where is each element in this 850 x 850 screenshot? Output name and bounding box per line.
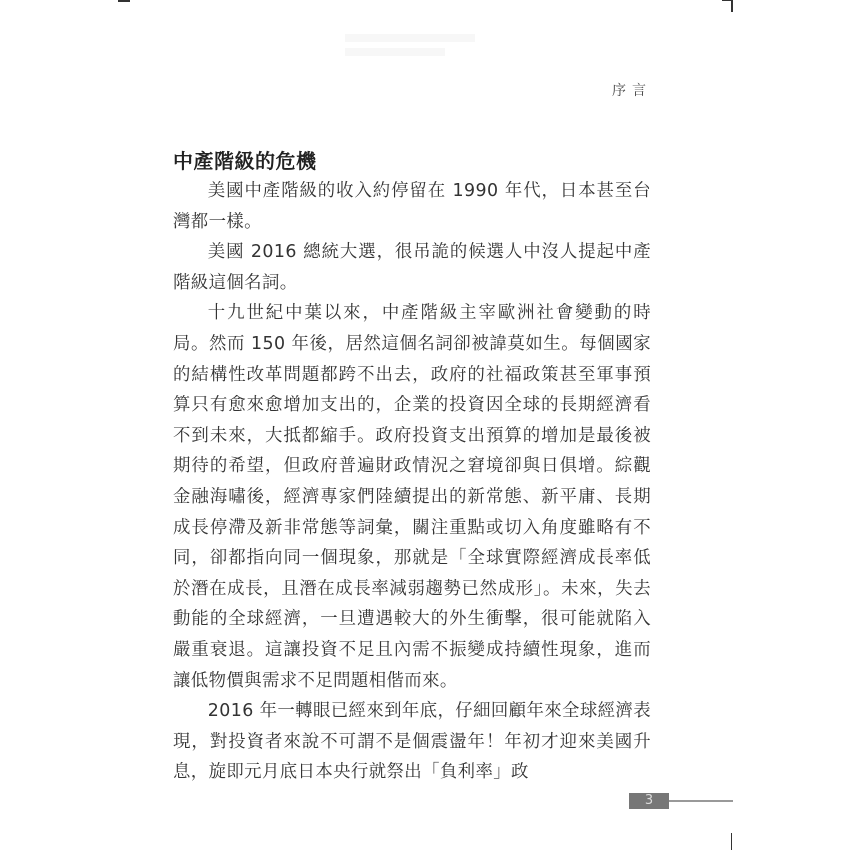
page-number: 3 (629, 793, 669, 809)
running-header: 序言 (612, 83, 652, 99)
crop-mark-top-right (731, 0, 733, 12)
faint-bleed-through (345, 34, 545, 62)
crop-mark-bottom-right (731, 833, 732, 850)
crop-mark-top-left (118, 0, 130, 2)
paragraph: 十九世紀中葉以來，中產階級主宰歐洲社會變動的時局。然而 150 年後，居然這個名詞卻被諱莫如生。每個國家的結構性改革問題都跨不出去，政府的社福政策甚至軍事預算只有愈來愈增加支出的，企業的投資因全球的長期經濟看不到未來，大抵都縮手。政府投資支出預算的增加是最後被期待的希望，但政府普遍財政情況之窘境卻與日俱增。綜觀金融海嘯後，經濟專家們陸續提出的新常態、新平庸、長期成長停滯及新非常態等詞彙，關注重點或切入角度雖略有不同，卻都指向同一個現象，那就是「全球實際經濟成長率低於潛在成長，且潛在成長率減弱趨勢已然成形」。未來，失去動能的全球經濟，一旦遭遇較大的外生衝擊，很可能就陷入嚴重衰退。這讓投資不足且內需不振變成持續性現象，進而讓低物價與需求不足問題相偕而來。 (173, 303, 651, 691)
page-body (173, 146, 651, 788)
footer-rule (669, 800, 733, 802)
paragraph: 2016 年一轉眼已經來到年底，仔細回顧年來全球經濟表現，對投資者來說不可謂不是個震盪年！年初才迎來美國升息，旋即元月底日本央行就祭出「負利率」政 (173, 701, 651, 783)
section-heading: 中產階級的危機 (173, 149, 317, 173)
paragraph: 美國中產階級的收入約停留在 1990 年代，日本甚至台灣都一樣。 (173, 181, 651, 232)
crop-mark-top-right-h (722, 0, 732, 1)
paragraph: 美國 2016 總統大選，很吊詭的候選人中沒人提起中產階級這個名詞。 (173, 242, 651, 293)
page-footer (629, 793, 733, 809)
